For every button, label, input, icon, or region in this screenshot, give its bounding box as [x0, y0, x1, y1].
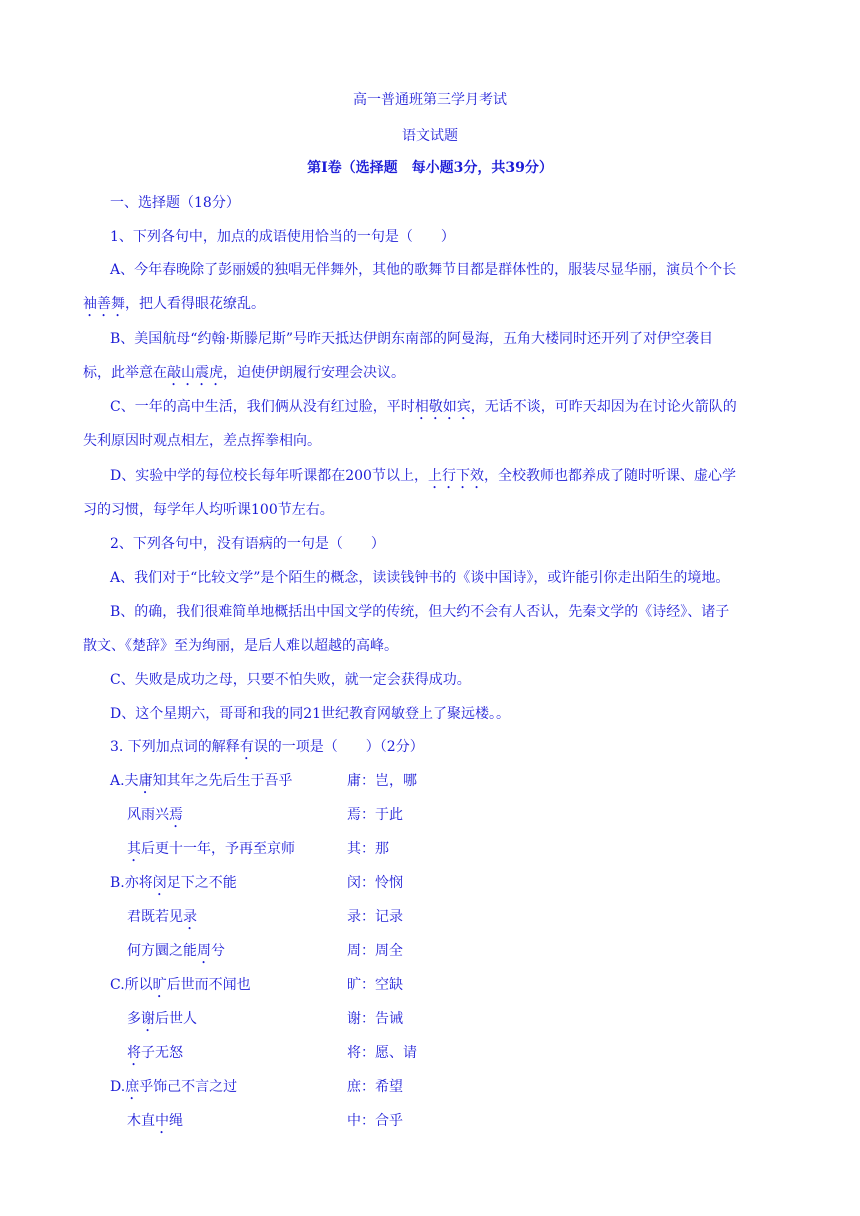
q1-option-c-line2: 失利原因时观点相左，差点挥拳相向。: [83, 433, 321, 449]
text-segment: 兮: [211, 943, 225, 959]
text-segment: 乎饰己不言之过: [139, 1079, 238, 1095]
q3-row-right: 谢：告诫: [347, 1011, 403, 1027]
text-segment: 后世而不闻也: [166, 977, 251, 993]
q2-option-d: D、这个星期六，哥哥和我的同21世纪教育网敏登上了聚远楼。。: [110, 706, 511, 722]
text-segment: 误的一项是（ ）（2分）: [253, 739, 424, 755]
q3-row-right: 闵：怜悯: [347, 875, 403, 891]
part-heading: 一、选择题（18分）: [110, 195, 240, 211]
text-segment: C、一年的高中生活，我们俩从没有红过脸，平时: [110, 399, 415, 415]
q3-row-right: 庸：岂，哪: [347, 773, 417, 789]
q3-row-right: 庶：希望: [347, 1079, 403, 1095]
q3-row-left: [127, 839, 295, 865]
q3-row-left: [127, 1009, 197, 1035]
emphasized-idiom: 上行下效: [427, 468, 484, 484]
emphasized-idiom: 袖善舞: [83, 296, 125, 312]
text-segment: D、实验中学的每位校长每年听课都在200节以上，: [110, 468, 428, 484]
q1-option-a-line1: A、今年春晚除了彭丽媛的独唱无伴舞外，其他的歌舞节目都是群体性的，服装尽显华丽，演员个个长: [110, 262, 737, 278]
q3-row-left: [127, 907, 197, 933]
q3-row-right: 焉：于此: [347, 807, 403, 823]
q3-row-left: [127, 1111, 183, 1137]
text-segment: 足下之不能: [166, 875, 237, 891]
text-segment: ，把人看得眼花缭乱。: [125, 296, 265, 312]
emphasized-char: 焉: [169, 807, 183, 823]
section-title: 第Ⅰ卷（选择题 每小题3分，共39分）: [307, 160, 553, 176]
text-segment: 3. 下列加点词的解释: [110, 739, 240, 755]
text-segment: ，无话不谈，可昨天却因为在讨论火箭队的: [470, 399, 737, 415]
emphasized-char: 庸: [138, 773, 153, 789]
text-segment: 后更十一年，予再至京师: [141, 841, 295, 857]
q3-row-right: 旷：空缺: [347, 977, 403, 993]
emphasized-char: 庶: [125, 1079, 140, 1095]
text-segment: 君既若见: [127, 909, 183, 925]
emphasized-char: 谢: [141, 1011, 155, 1027]
q3-row-left: [110, 873, 237, 899]
q1-option-b-line1: B、美国航母“约翰·斯滕尼斯”号昨天抵达伊朗东南部的阿曼海，五角大楼同时还开列了对伊空袭目: [110, 331, 714, 347]
emphasized-char: 其: [127, 841, 141, 857]
text-segment: 知其年之先后生于吾乎: [152, 773, 293, 789]
q3-row-right: 中：合乎: [347, 1113, 403, 1129]
text-segment: 多: [127, 1011, 141, 1027]
q2-stem: 2、下列各句中，没有语病的一句是（ ）: [110, 536, 385, 552]
q1-stem: 1、下列各句中，加点的成语使用恰当的一句是（ ）: [110, 229, 455, 245]
q1-option-d-line1: [110, 466, 736, 492]
q3-row-left: [110, 975, 251, 1001]
text-segment: 绳: [169, 1113, 183, 1129]
q1-option-b-line2: [83, 363, 405, 389]
q3-row-left: [127, 805, 183, 831]
text-segment: D.: [110, 1079, 126, 1095]
text-segment: 标，此举意在: [83, 365, 167, 381]
q3-row-left: [127, 1043, 183, 1069]
text-segment: C.所以: [110, 977, 153, 993]
text-segment: 木直: [127, 1113, 155, 1129]
emphasized-char: 闵: [152, 875, 167, 891]
exam-title: 高一普通班第三学月考试: [353, 92, 507, 108]
text-segment: 何方圜之能: [127, 943, 197, 959]
q1-option-d-line2: 习的习惯，每学年人均听课100节左右。: [83, 502, 334, 518]
q1-option-a-line2: [83, 294, 265, 320]
q2-option-b-line1: B、的确，我们很难简单地概括出中国文学的传统，但大约不会有人否认，先秦文学的《诗经》、诸子: [110, 604, 730, 620]
emphasized-idiom: 相敬如宾: [414, 399, 471, 415]
subject-title: 语文试题: [402, 128, 458, 144]
q2-option-b-line2: 散文、《楚辞》至为绚丽，是后人难以超越的高峰。: [83, 638, 398, 654]
text-segment: 后世人: [155, 1011, 197, 1027]
q3-row-left: [110, 771, 293, 797]
text-segment: ，全校教师也都养成了随时听课、虚心学: [483, 468, 736, 484]
emphasized-char: 周: [197, 943, 211, 959]
q1-option-c-line1: [110, 397, 737, 423]
emphasized-char: 将: [127, 1045, 141, 1061]
q3-row-left: [110, 1077, 237, 1103]
emphasized-char: 有: [239, 739, 254, 755]
text-segment: A.夫: [110, 773, 139, 789]
q3-stem: [110, 737, 424, 763]
emphasized-idiom: 敲山震虎: [167, 365, 223, 381]
text-segment: 风雨兴: [127, 807, 169, 823]
q3-row-right: 周：周全: [347, 943, 403, 959]
q3-row-left: [127, 941, 225, 967]
q3-row-right: 其：那: [347, 841, 389, 857]
emphasized-char: 旷: [152, 977, 167, 993]
q2-option-c: C、失败是成功之母，只要不怕失败，就一定会获得成功。: [110, 672, 471, 688]
text-segment: 子无怒: [141, 1045, 183, 1061]
text-segment: B.亦将: [110, 875, 153, 891]
emphasized-char: 中: [155, 1113, 169, 1129]
q2-option-a: A、我们对于“比较文学”是个陌生的概念，读读钱钟书的《谈中国诗》，或许能引你走出陌生的境地。: [110, 570, 730, 586]
text-segment: ，迫使伊朗履行安理会决议。: [223, 365, 405, 381]
q3-row-right: 录：记录: [347, 909, 403, 925]
emphasized-char: 录: [183, 909, 197, 925]
q3-row-right: 将：愿、请: [347, 1045, 417, 1061]
